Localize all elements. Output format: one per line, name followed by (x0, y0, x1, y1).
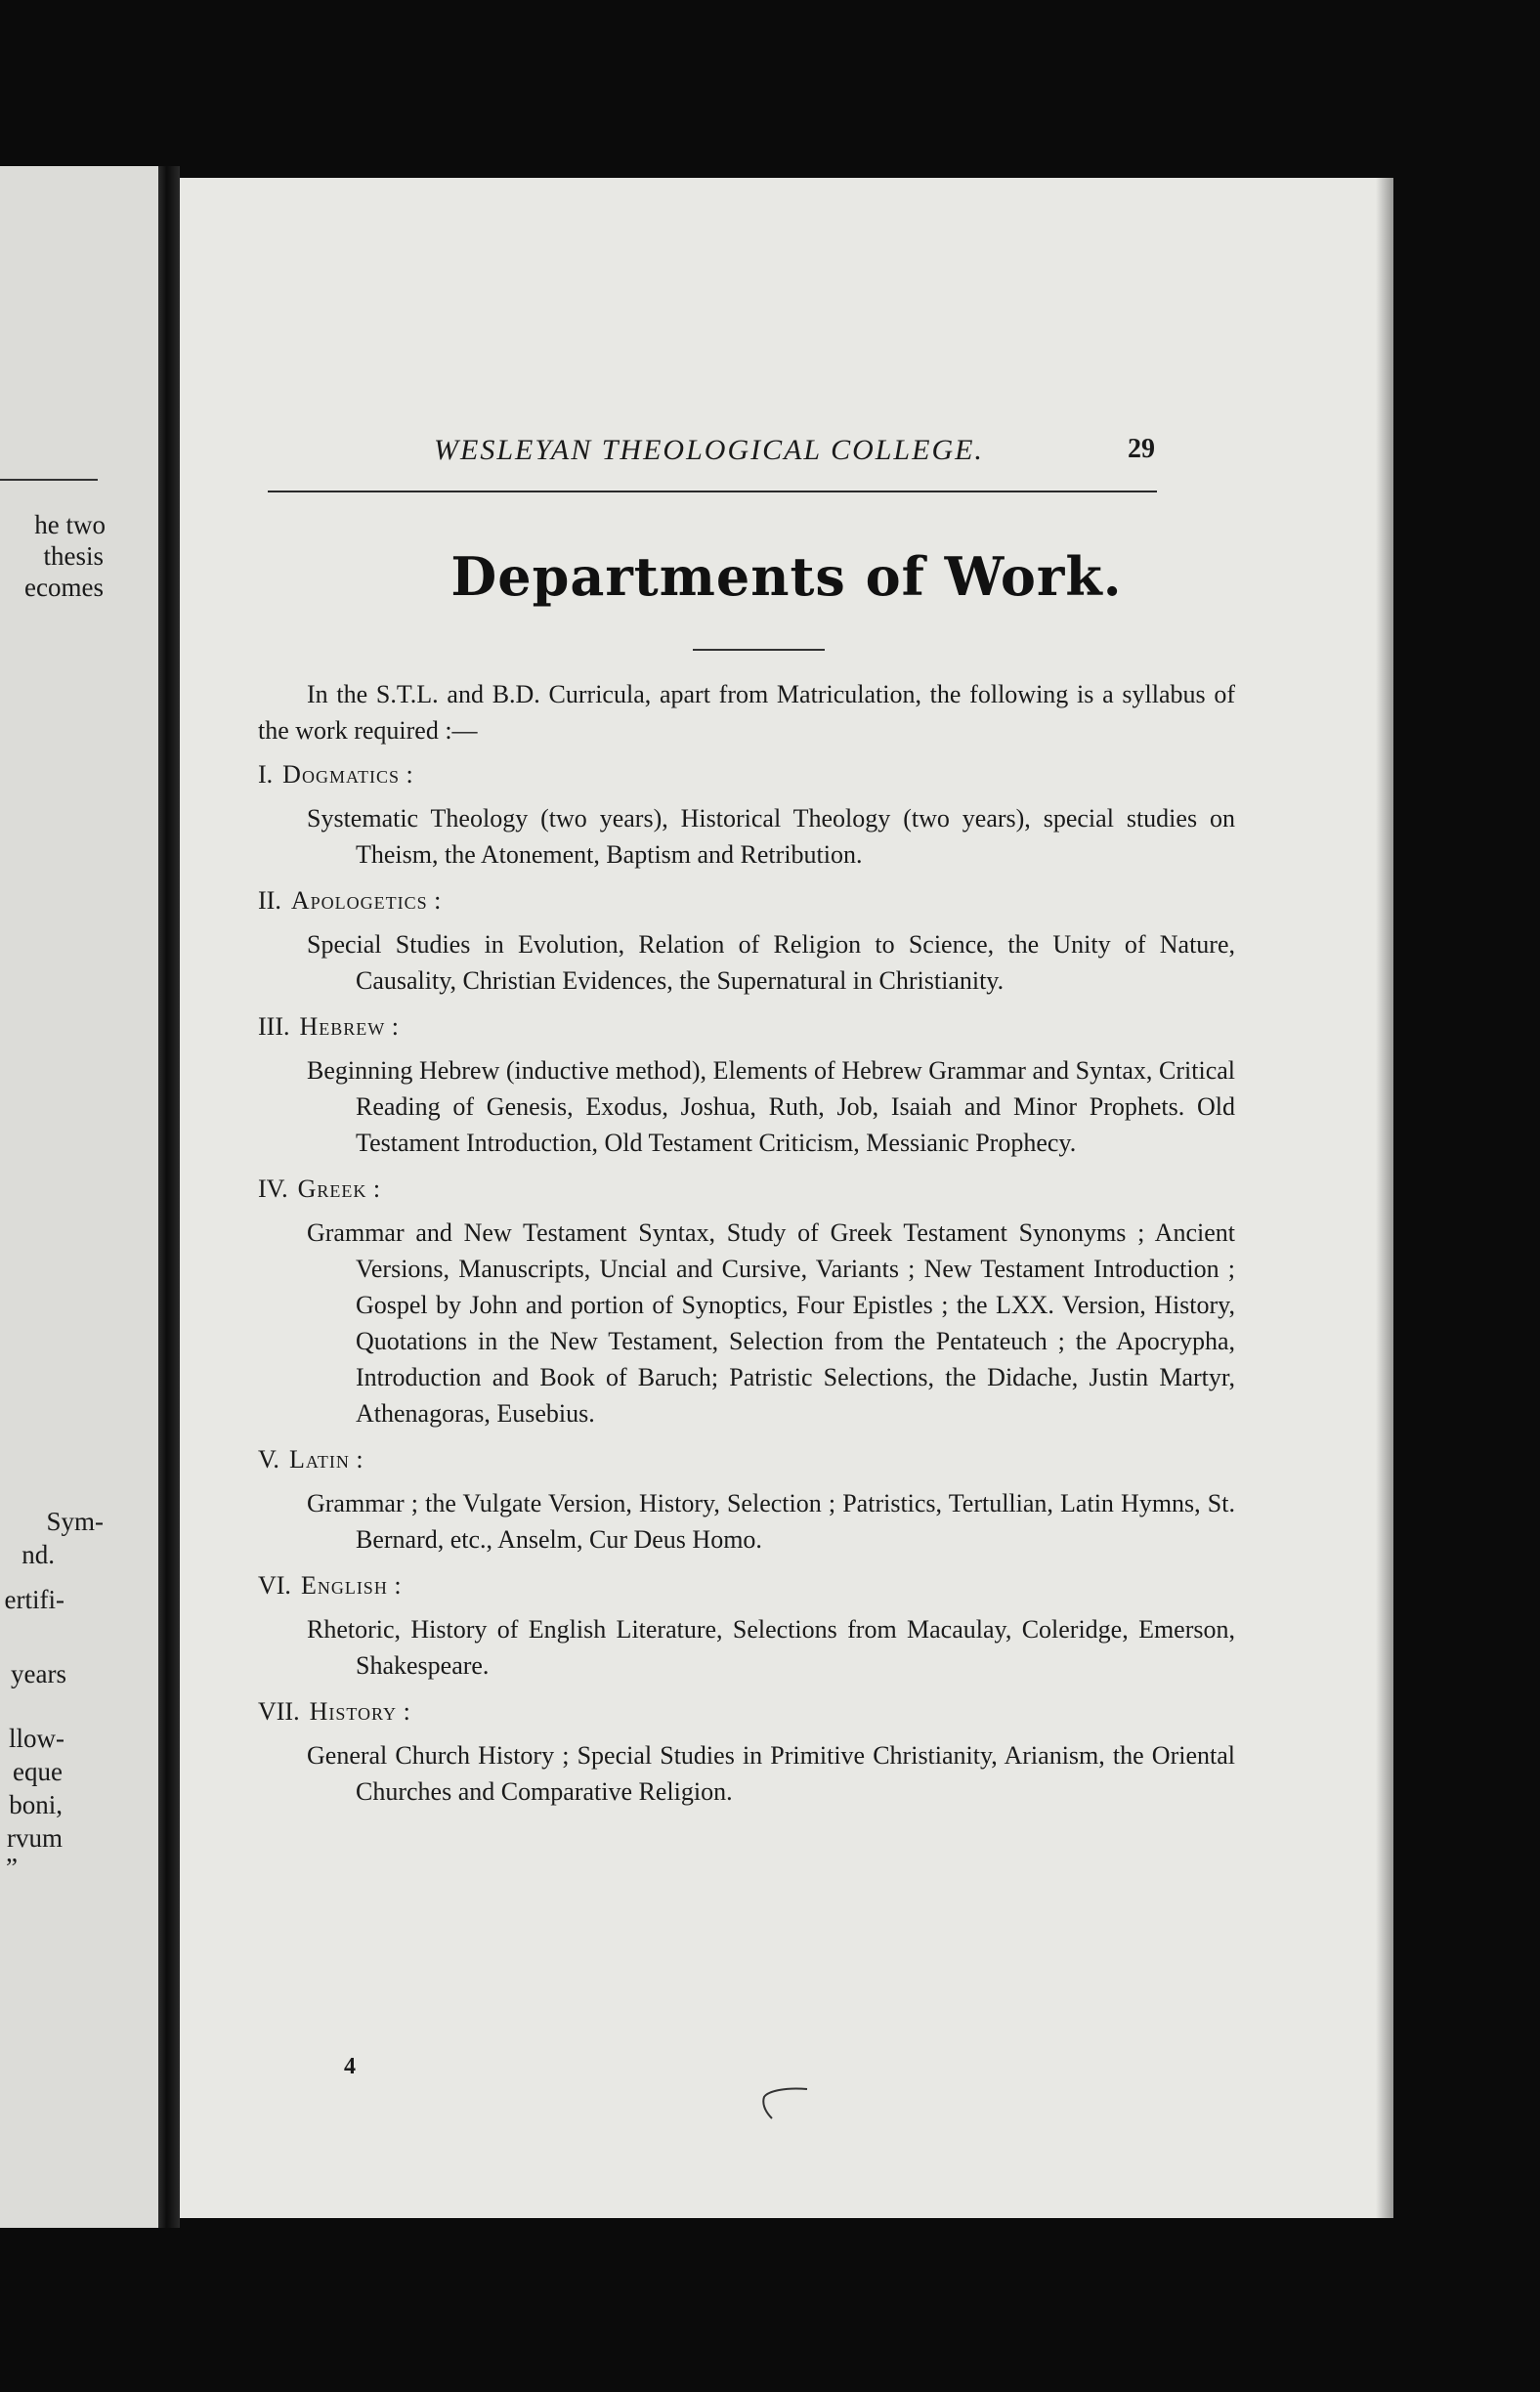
section-body: Special Studies in Evolution, Relation of Religion to Science, the Unity of Nature, Causality, Christian Evidences, the Supernatural in Christianity. (307, 930, 1235, 995)
pencil-mark-icon (756, 2083, 815, 2122)
section-numeral: V. (258, 1445, 279, 1474)
section-body: Systematic Theology (two years), Historical Theology (two years), special studies on Theism, the Atonement, Baptism and Retribution. (307, 804, 1235, 869)
page-number: 29 (1128, 434, 1155, 464)
section-body: Grammar and New Testament Syntax, Study of Greek Testament Synonyms ; Ancient Versions, Manuscripts, Uncial and Cursive, Variants ; New Testament Introduction ; Gospel by John and portion of Synoptics, Four Epistles ; the LXX. Version, History, Quotations in the New Testament, Selection from the Pentateuch ; the Apocrypha, Introduction and Book of Baruch; Patristic Selections, the Didache, Justin Martyr, Athenagoras, Eusebius. (307, 1218, 1235, 1428)
section-dogmatics (258, 756, 1235, 873)
page-title: Departments of Work. (450, 545, 1123, 608)
section-title: History (309, 1697, 398, 1726)
section-heading: I. Dogmatics : (258, 756, 1235, 792)
section-hebrew (258, 1008, 1235, 1161)
left-fragment: ecomes (24, 573, 104, 602)
section-latin (258, 1441, 1235, 1558)
section-heading: V. Latin : (258, 1441, 1235, 1477)
section-numeral: VII. (258, 1697, 300, 1726)
section-history (258, 1693, 1235, 1810)
section-body: General Church History ; Special Studies in Primitive Christianity, Arianism, the Oriental Churches and Comparative Religion. (307, 1741, 1235, 1806)
section-body: Beginning Hebrew (inductive method), Elements of Hebrew Grammar and Syntax, Critical Reading of Genesis, Exodus, Joshua, Ruth, Job, Isaiah and Minor Prophets. Old Testament Introduction, Old Testament Criticism, Messianic Prophecy. (307, 1056, 1235, 1157)
section-english (258, 1567, 1235, 1684)
left-fragment: rvum (7, 1823, 63, 1853)
section-body: Grammar ; the Vulgate Version, History, Selection ; Patristics, Tertullian, Latin Hymns, St. Bernard, etc., Anselm, Cur Deus Homo. (307, 1489, 1235, 1554)
left-fragment: years (11, 1659, 66, 1688)
left-fragment: he two (34, 510, 106, 539)
left-page-rule (0, 479, 98, 481)
left-fragment: ” (6, 1853, 18, 1882)
section-apologetics (258, 882, 1235, 999)
section-greek (258, 1171, 1235, 1431)
section-title: Dogmatics (282, 760, 400, 789)
left-fragment: ertifi- (4, 1585, 64, 1614)
section-heading: II. Apologetics : (258, 882, 1235, 918)
section-title: Hebrew (299, 1012, 386, 1041)
running-head-rule (268, 491, 1157, 492)
left-page-fragment (0, 166, 164, 2228)
section-title: Latin (288, 1445, 350, 1474)
section-numeral: II. (258, 886, 281, 915)
intro-paragraph: In the S.T.L. and B.D. Curricula, apart from Matriculation, the following is a syllabus of the work required :— (258, 680, 1235, 745)
section-heading: III. Hebrew : (258, 1008, 1235, 1045)
section-numeral: VI. (258, 1571, 291, 1600)
left-fragment: eque (13, 1757, 63, 1786)
section-heading: VI. English : (258, 1567, 1235, 1603)
page-edge-shadow (1376, 178, 1393, 2218)
left-fragment: Sym- (46, 1507, 104, 1536)
main-page (180, 178, 1393, 2218)
section-title: Greek (297, 1175, 367, 1203)
section-title: Apologetics (290, 886, 428, 915)
section-title: English (300, 1571, 388, 1600)
section-body: Rhetoric, History of English Literature, Selections from Macaulay, Coleridge, Emerson, Shakespeare. (307, 1615, 1235, 1680)
left-fragment: nd. (21, 1540, 55, 1569)
section-numeral: III. (258, 1012, 290, 1041)
title-rule (693, 649, 825, 651)
left-fragment: boni, (9, 1790, 63, 1819)
section-heading: VII. History : (258, 1693, 1235, 1730)
section-numeral: IV. (258, 1175, 288, 1203)
running-title: WESLEYAN THEOLOGICAL COLLEGE. (434, 434, 984, 466)
section-heading: IV. Greek : (258, 1171, 1235, 1207)
section-numeral: I. (258, 760, 274, 789)
syllabus-body (258, 676, 1235, 1819)
signature-mark: 4 (344, 2054, 356, 2079)
left-fragment: llow- (9, 1724, 64, 1753)
book-gutter (158, 166, 180, 2228)
left-fragment: thesis (43, 541, 104, 571)
